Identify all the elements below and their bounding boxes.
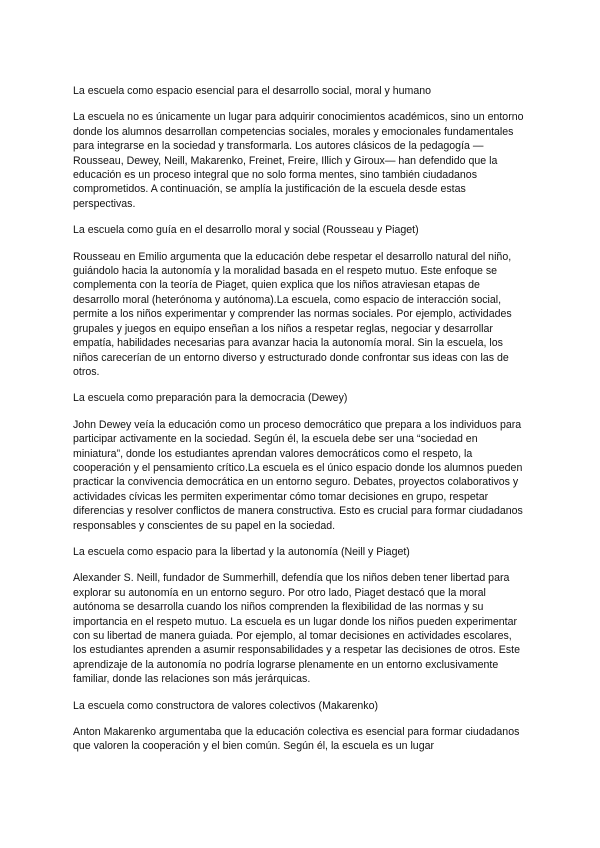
section-paragraph: Rousseau en Emilio argumenta que la educación debe respetar el desarrollo natural del niño, guiándolo hacia la autonomía y la moralidad basada en el respeto mutuo. Este enfoque se complementa con la teoría de Piaget, quien explica que los niños atraviesan etapas de desarrollo moral (heterónoma y autónoma).La escuela, como espacio de interacción social, permite a los niños experimentar y comprender las normas sociales. Por ejemplo, actividades grupales y juegos en equipo enseñan a los niños a respetar reglas, negociar y desarrollar empatía, habilidades necesarias para avanzar hacia la autonomía moral. Sin la escuela, los niños carecerían de un entorno diverso y estructurado donde confrontar sus ideas con las de otros.	[73, 250, 512, 378]
section-heading: La escuela como espacio esencial para el desarrollo social, moral y humano	[73, 85, 432, 97]
section-paragraph: John Dewey veía la educación como un proceso democrático que prepara a los individuos para participar activamente en la sociedad. Según él, la escuela debe ser una “sociedad en miniatura”, donde los estudiantes aprendan valores democráticos como el respeto, la cooperación y el pensamiento crítico.La escuela es el único espacio donde los alumnos pueden practicar la convivencia democrática en un entorno seguro. Debates, proyectos colaborativos y actividades cívicas les permiten experimentar cómo tomar decisiones en grupo, respetar diferencias y resolver conflictos de manera constructiva. Esto es crucial para formar ciudadanos responsables y conscientes de su papel en la sociedad.	[73, 418, 523, 532]
section-heading: La escuela como preparación para la democracia (Dewey)	[73, 392, 348, 405]
section-4	[73, 545, 528, 687]
section-heading: La escuela como constructora de valores colectivos (Makarenko)	[73, 699, 379, 712]
section-paragraph: Anton Makarenko argumentaba que la educación colectiva es esencial para formar ciudadanos que valoren la cooperación y el bien común. Según él, la escuela es un lugar	[73, 726, 520, 753]
section-paragraph: Alexander S. Neill, fundador de Summerhill, defendía que los niños deben tener libertad para explorar su autonomía en un entorno seguro. Por otro lado, Piaget destacó que la moral autónoma se desarrolla cuando los niños comprenden la flexibilidad de las normas y su importancia en el respeto mutuo. La escuela es un lugar donde los niños pueden experimentar con su libertad de manera guiada. Por ejemplo, al tomar decisiones en actividades escolares, los estudiantes aprenden a asumir responsabilidades y a respetar las decisiones de otros. Este aprendizaje de la autonomía no podría lograrse plenamente en un entorno exclusivamente familiar, donde las relaciones son más jerárquicas.	[73, 572, 520, 686]
section-heading: La escuela como guía en el desarrollo moral y social (Rousseau y Piaget)	[73, 224, 419, 237]
section-3	[73, 391, 528, 533]
section-heading: La escuela como espacio para la libertad y la autonomía (Neill y Piaget)	[73, 545, 410, 558]
section-2	[73, 223, 528, 379]
section-paragraph: La escuela no es únicamente un lugar para adquirir conocimientos académicos, sino un entorno donde los alumnos desarrollan competencias sociales, morales y emocionales fundamentales para integrarse en la sociedad y transformarla. Los autores clásicos de la pedagogía —Rousseau, Dewey, Neill, Makarenko, Freinet, Freire, Illich y Giroux— han defendido que la educación es un proceso integral que no solo forma mentes, sino también ciudadanos comprometidos. A continuación, se amplía la justificación de la escuela desde estas perspectivas.	[73, 111, 524, 210]
section-1	[73, 84, 528, 211]
section-5	[73, 699, 528, 754]
